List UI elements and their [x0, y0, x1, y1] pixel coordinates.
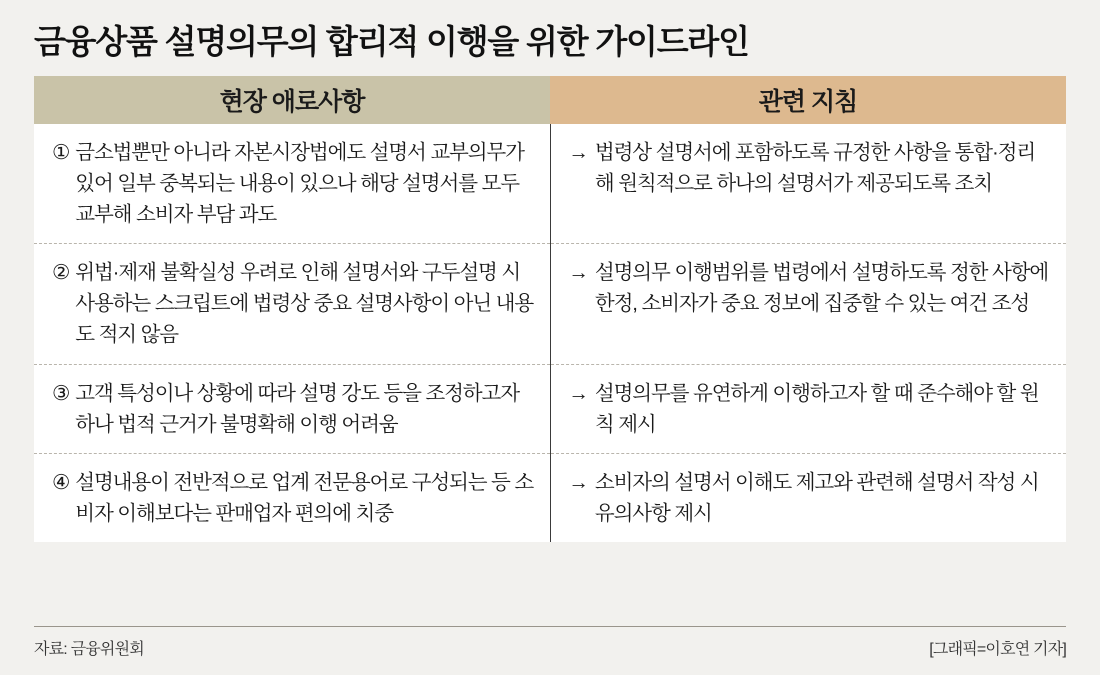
item-number: ② — [52, 261, 70, 285]
guideline-text: 소비자의 설명서 이해도 제고와 관련해 설명서 작성 시 유의사항 제시 — [594, 470, 1039, 525]
table-body — [34, 124, 1066, 543]
issue-text: 고객 특성이나 상황에 따라 설명 강도 등을 조정하고자 하나 법적 근거가 불명확해 이행 어려움 — [75, 381, 519, 436]
guideline-cell — [550, 124, 1066, 244]
item-number: ④ — [52, 470, 70, 494]
column-header-issues: 현장 애로사항 — [34, 76, 550, 124]
table-row — [34, 453, 1066, 542]
guideline-cell — [550, 244, 1066, 364]
arrow-icon: → — [568, 140, 588, 164]
guideline-text: 설명의무를 유연하게 이행하고자 할 때 준수해야 할 원칙 제시 — [594, 381, 1039, 436]
arrow-icon: → — [568, 261, 588, 285]
arrow-icon: → — [568, 470, 588, 494]
column-header-guidelines: 관련 지침 — [550, 76, 1066, 124]
source-label: 자료: 금융위원회 — [34, 641, 144, 658]
issue-text: 설명내용이 전반적으로 업계 전문용어로 구성되는 등 소비자 이해보다는 판매업자 편의에 치중 — [75, 470, 534, 525]
item-number: ③ — [52, 381, 70, 405]
guideline-table — [34, 76, 1066, 543]
issue-text: 금소법뿐만 아니라 자본시장법에도 설명서 교부의무가 있어 일부 중복되는 내용이 있으나 해당 설명서를 모두 교부해 소비자 부담 과도 — [75, 140, 524, 226]
guideline-cell — [550, 364, 1066, 453]
credit-label: [그래픽=이호연 기자] — [929, 641, 1066, 658]
issue-text: 위법·제재 불확실성 우려로 인해 설명서와 구두설명 시 사용하는 스크립트에 법령상 중요 설명사항이 아닌 내용도 적지 않음 — [75, 261, 534, 347]
table-row — [34, 244, 1066, 364]
table-row — [34, 364, 1066, 453]
table-row — [34, 124, 1066, 244]
issue-cell — [34, 124, 550, 244]
arrow-icon: → — [568, 381, 588, 405]
issue-cell — [34, 364, 550, 453]
issue-cell — [34, 244, 550, 364]
guideline-text: 설명의무 이행범위를 법령에서 설명하도록 정한 사항에 한정, 소비자가 중요 정보에 집중할 수 있는 여건 조성 — [594, 261, 1049, 316]
page-title: 금융상품 설명의무의 합리적 이행을 위한 가이드라인 — [34, 23, 749, 60]
table-header — [34, 76, 1066, 124]
guideline-text: 법령상 설명서에 포함하도록 규정한 사항을 통합·정리해 원칙적으로 하나의 설명서가 제공되도록 조치 — [594, 140, 1036, 195]
issue-cell — [34, 453, 550, 542]
item-number: ① — [52, 140, 70, 164]
guideline-cell — [550, 453, 1066, 542]
footer — [34, 626, 1066, 659]
